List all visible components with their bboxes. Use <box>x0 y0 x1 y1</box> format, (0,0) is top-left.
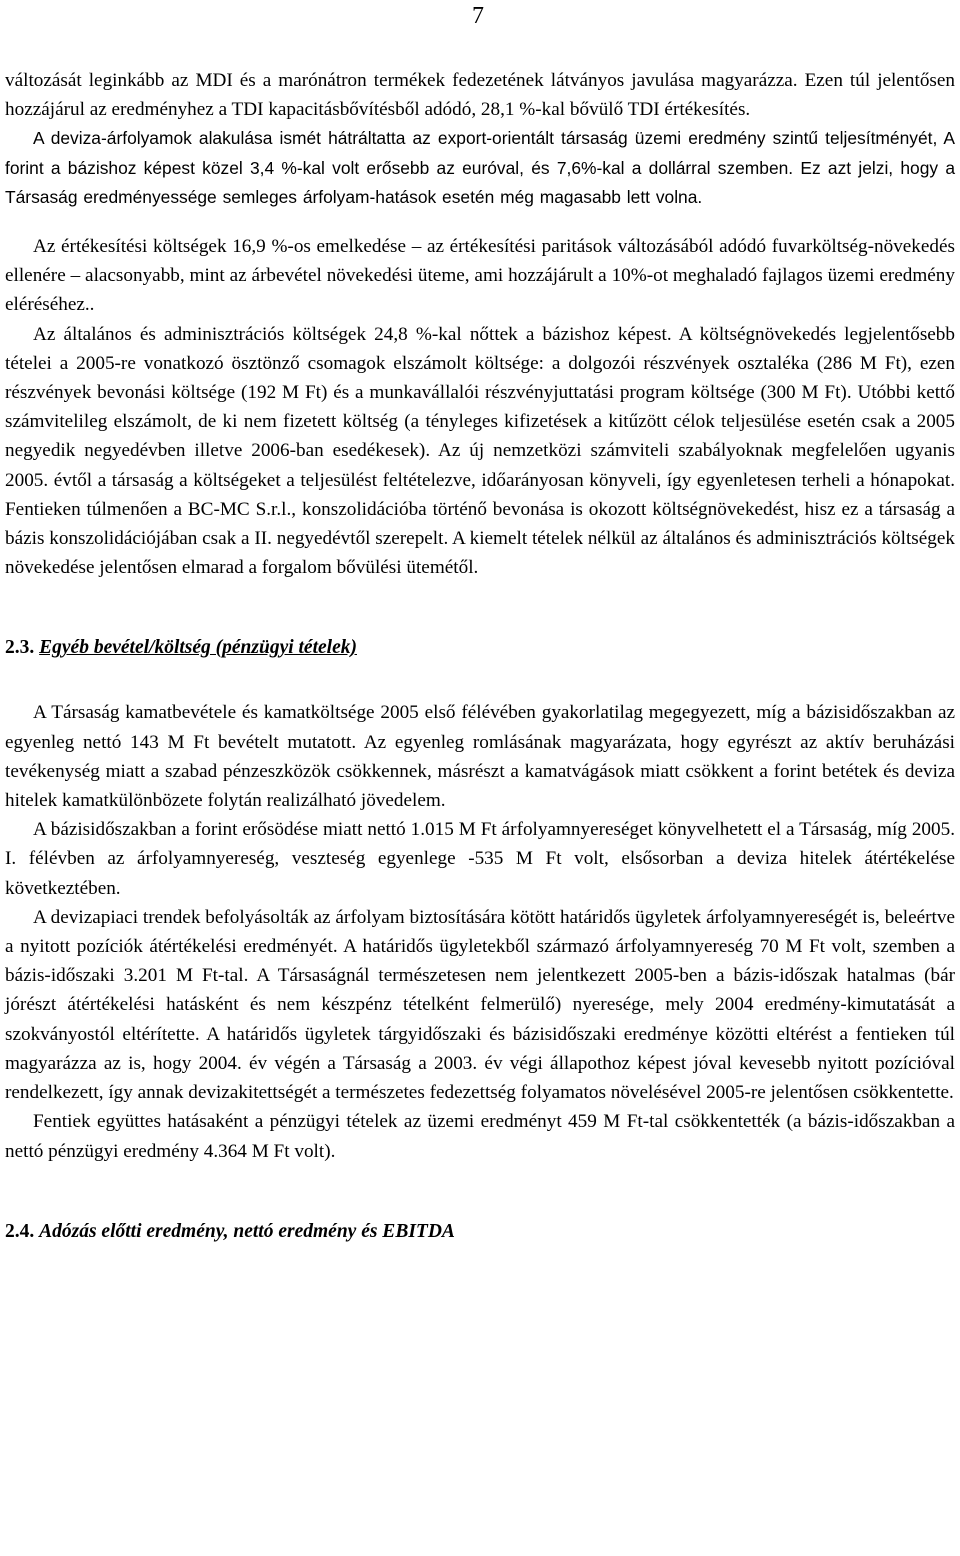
paragraph-admin-costs: Az általános és adminisztrációs költségek 24,8 %-kal nőttek a bázishoz képest. A költségnövekedés legjelentősebb tételei a 2005-re vonatkozó ösztönző csomagok elszámolt költsége: a dolgozói részvények osztaléka (286 M Ft), ezen részvények bevonási költsége (192 M Ft) és a munkavállalói részvényjuttatási program költsége (300 M Ft). Utóbbi kettő számvitelileg elszámolt, de ki nem fizetett költség (a tényleges kifizetések a kitűzött célok teljesülése esetén csak a 2005 negyedik negyedévben illetve 2006-ban esedékesek). Az új nemzetközi számviteli szabályoknak megfelelően ugyanis 2005. évtől a társaság a költségeket a teljesülést feltételezve, időarányosan könyveli, így egyenletesen terheli a hónapokat. Fentieken túlmenően a BC-MC S.r.l., konszolidációba történő bevonása is okozott költségnövekedést, hisz ez a társaság a bázis konszolidációjában csak a II. negyedévtől szerepelt. A kiemelt tételek nélkül az általános és adminisztrációs költségek növekedése jelentősen elmarad a forgalom bővülési ütemétől. <box>5 323 955 579</box>
paragraph-sales-margin: változását leginkább az MDI és a marónátron termékek fedezetének látványos javulása magyarázza. Ezen túl jelentősen hozzájárul az eredményhez a TDI kapacitásbővítésből adódó, 28,1 %-kal bővülő TDI értékesítés. <box>5 70 955 121</box>
paragraph-forward-deals: A devizapiaci trendek befolyásolták az árfolyam biztosítására kötött határidős ügyletek árfolyamnyereségét is, beleértve a nyitott pozíciók átértékelési eredményét. A határidős ügyletekből származó árfolyamnyereség 70 M Ft volt, szemben a bázis-időszaki 3.201 M Ft-tal. A Társaságnál természetesen nem jelentkezett 2005-ben a bázis-időszak hatalmas (bár jórészt átértékelési hatásként és nem készpénz tételként felmerülő) nyeresége, mely 2004 eredmény-kimutatását a szokványostól eltérítette. A határidős ügyletek tárgyidőszaki és bázisidőszaki eredménye közötti eltérést a fentieken túl magyarázza az is, hogy 2004. év végén a Társaság a 2003. év végi állapothoz képest jóval kevesebb nyitott pozícióval rendelkezett, így annak devizakitettségét a természetes fedezettség folyamatos növelésével 2005-re jelentősen csökkentette. <box>5 906 955 1104</box>
section-heading-2-4 <box>5 1217 955 1246</box>
paragraph-exchange-rates: A deviza-árfolyamok alakulása ismét hátráltatta az export-orientált társaság üzemi eredmény szintű teljesítményét, A forint a bázishoz képest közel 3,4 %-kal volt erősebb az euróval, és 7,6%-kal a dollárral szemben. Ez azt jelzi, hogy a Társaság eredményessége semleges árfolyam-hatások esetén még magasabb lett volna. <box>5 128 955 207</box>
section-heading-2-3 <box>5 633 955 662</box>
section-number: 2.4. <box>5 1220 35 1242</box>
section-number: 2.3. <box>5 637 35 659</box>
document-body <box>5 66 955 1246</box>
section-title: Egyéb bevétel/költség (pénzügyi tételek) <box>39 637 357 659</box>
section-title: Adózás előtti eredmény, nettó eredmény és EBITDA <box>39 1220 455 1242</box>
paragraph-financial-summary: Fentiek együttes hatásaként a pénzügyi tételek az üzemi eredményt 459 M Ft-tal csökkentették (a bázis-időszakban a nettó pénzügyi eredmény 4.364 M Ft volt). <box>5 1111 955 1162</box>
page-number: 7 <box>472 3 484 29</box>
paragraph-selling-costs: Az értékesítési költségek 16,9 %-os emelkedése – az értékesítési paritások változásából adódó fuvarköltség-növekedés ellenére – alacsonyabb, mint az árbevétel növekedési üteme, ami hozzájárult a 10%-ot meghaladó fajlagos üzemi eredmény eléréséhez.. <box>5 236 955 316</box>
paragraph-interest: A Társaság kamatbevétele és kamatköltsége 2005 első félévében gyakorlatilag megegyezett, míg a bázisidőszakban az egyenleg nettó 143 M Ft bevételt mutatott. Az egyenleg romlásának magyarázata, hogy egyrészt az aktív beruházási tevékenység miatt a szabad pénzeszközök csökkennek, másrészt a kamatvágások miatt csökkent a forint betétek és deviza hitelek kamatkülönbözete folytán realizálható jövedelem. <box>5 702 955 812</box>
paragraph-fx-gain: A bázisidőszakban a forint erősödése miatt nettó 1.015 M Ft árfolyamnyereséget könyvelhetett el a Társaság, míg 2005. I. félévben az árfolyamnyereség, veszteség egyenlege -535 M Ft volt, elsősorban a deviza hitelek átértékelése következtében. <box>5 819 955 899</box>
